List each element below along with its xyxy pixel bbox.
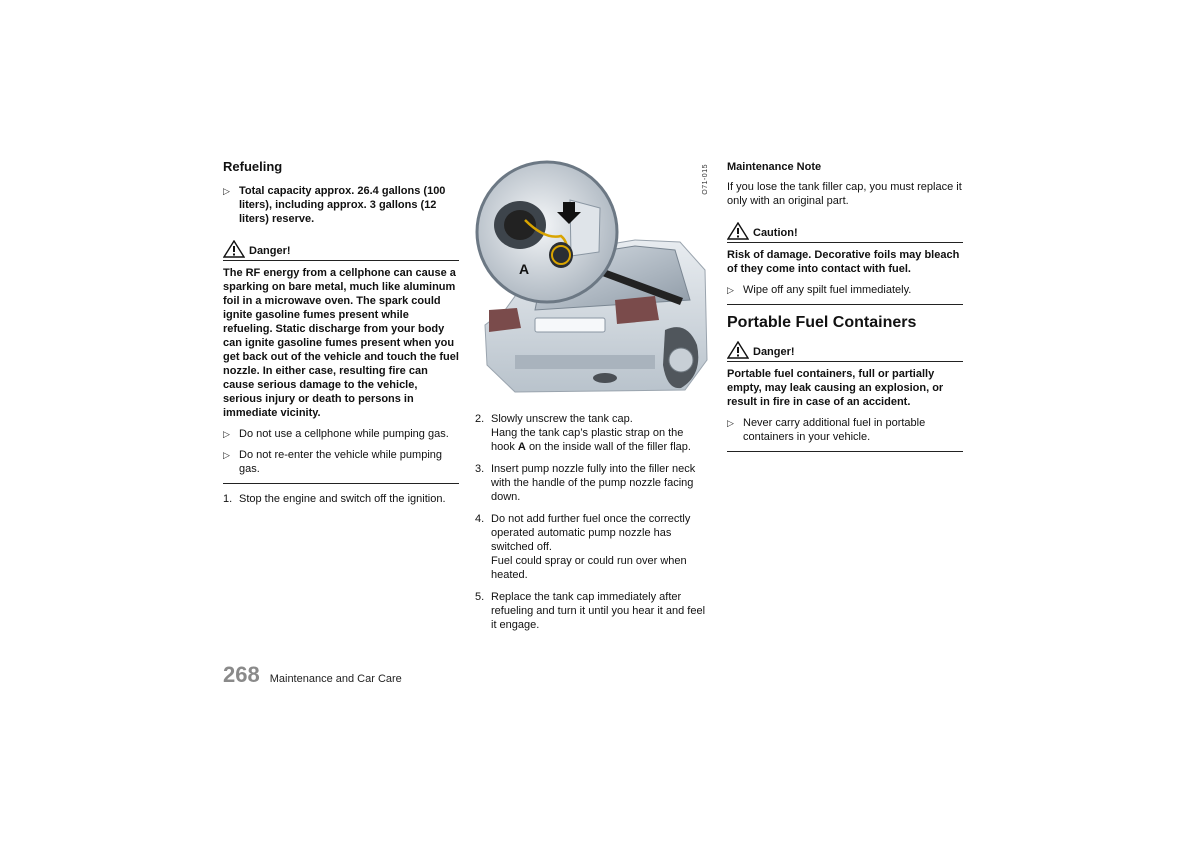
- triangle-bullet-icon: ▷: [223, 450, 230, 460]
- step-4: [475, 512, 711, 582]
- step-line: Do not add further fuel once the correctly operated automatic pump nozzle has switched off.: [491, 513, 691, 553]
- bullet-text: Never carry additional fuel in portable containers in your vehicle.: [743, 417, 926, 443]
- car-rear-fuel-cap-image: [475, 160, 711, 404]
- column-notes: [727, 160, 963, 460]
- caution-header: [727, 222, 963, 243]
- step-text: Replace the tank cap immediately after refueling and turn it until you hear it and feel it engage.: [491, 591, 706, 631]
- triangle-bullet-icon: ▷: [223, 186, 230, 196]
- step-number: 1.: [223, 493, 233, 505]
- danger-text: Portable fuel containers, full or partially empty, may leak causing an explosion, or result in fire in case of an accident.: [727, 368, 944, 408]
- figure-code: O71-015: [702, 164, 709, 195]
- maintenance-note-text: If you lose the tank filler cap, you must replace it only with an original part.: [727, 181, 962, 207]
- step-line: Hang the tank cap’s plastic strap on the: [491, 427, 684, 439]
- step-5: [475, 590, 711, 632]
- warning-icon: [223, 240, 245, 258]
- caution-text: Risk of damage. Decorative foils may bleach of they come into contact with fuel.: [727, 249, 960, 275]
- danger-header: [727, 341, 963, 362]
- triangle-bullet-icon: ▷: [727, 418, 734, 428]
- column-refueling: [223, 160, 459, 514]
- column-steps: [475, 160, 711, 640]
- section-title: Maintenance and Car Care: [269, 673, 402, 685]
- divider: [223, 483, 459, 484]
- danger-label: Danger!: [249, 245, 291, 257]
- bullet-reenter: [223, 448, 459, 476]
- danger-label: Danger!: [753, 346, 795, 358]
- step-number: 2.: [475, 413, 485, 425]
- bullet-cellphone: [223, 427, 459, 441]
- bullet-text: Do not use a cellphone while pumping gas.: [239, 428, 449, 440]
- bullet-text: Do not re-enter the vehicle while pumping gas.: [239, 449, 443, 475]
- capacity-text: Total capacity approx. 26.4 gallons (100 liters), including approx. 3 gallons (12 liters) reserve.: [239, 185, 446, 225]
- step-text: Insert pump nozzle fully into the filler neck with the handle of the pump nozzle facing down.: [491, 463, 696, 503]
- callout-a-ref: A: [517, 441, 526, 453]
- warning-icon: [727, 341, 749, 359]
- divider: [727, 304, 963, 305]
- step-3: [475, 462, 711, 504]
- step-line: [491, 440, 691, 454]
- callout-a-label: A: [519, 261, 530, 277]
- page-footer: [223, 662, 402, 688]
- maintenance-note-heading: Maintenance Note: [727, 161, 822, 173]
- step-text: [491, 412, 691, 454]
- step-text: Stop the engine and switch off the ignition.: [239, 493, 446, 505]
- caution-label: Caution!: [753, 227, 798, 239]
- step-number: 4.: [475, 513, 485, 525]
- step-text: [491, 512, 711, 582]
- danger-header: [223, 240, 459, 261]
- step-number: 3.: [475, 463, 485, 475]
- step-2: [475, 412, 711, 454]
- danger-text: The RF energy from a cellphone can cause a sparking on bare metal, much like aluminum foil in a microwave oven. The spark could ignite gasoline fumes present while refueling. Static discharge from your body can ignite gasoline fumes present when you get back out of the vehicle and touch the fuel nozzle. In either case, resulting fire can cause serious damage to the vehicle, serious injury or death to persons in immediate vicinity.: [223, 267, 459, 419]
- fuel-filler-illustration: [475, 160, 711, 404]
- step-1: [223, 492, 459, 506]
- refueling-heading: Refueling: [223, 159, 283, 174]
- triangle-bullet-icon: ▷: [223, 429, 230, 439]
- triangle-bullet-icon: ▷: [727, 285, 734, 295]
- page-number: 268: [223, 662, 260, 687]
- capacity-bullet: [223, 184, 459, 226]
- warning-icon: [727, 222, 749, 240]
- portable-fuel-heading: Portable Fuel Containers: [727, 314, 917, 331]
- bullet-text: Wipe off any spilt fuel immediately.: [743, 284, 912, 296]
- step-suffix: on the inside wall of the filler flap.: [528, 441, 691, 453]
- step-prefix: hook: [491, 441, 518, 453]
- caution-bullet: [727, 283, 963, 297]
- step-line: Slowly unscrew the tank cap.: [491, 413, 633, 425]
- step-number: 5.: [475, 591, 485, 603]
- step-line: Fuel could spray or could run over when heated.: [491, 555, 687, 581]
- divider: [727, 451, 963, 452]
- danger-bullet: [727, 416, 963, 444]
